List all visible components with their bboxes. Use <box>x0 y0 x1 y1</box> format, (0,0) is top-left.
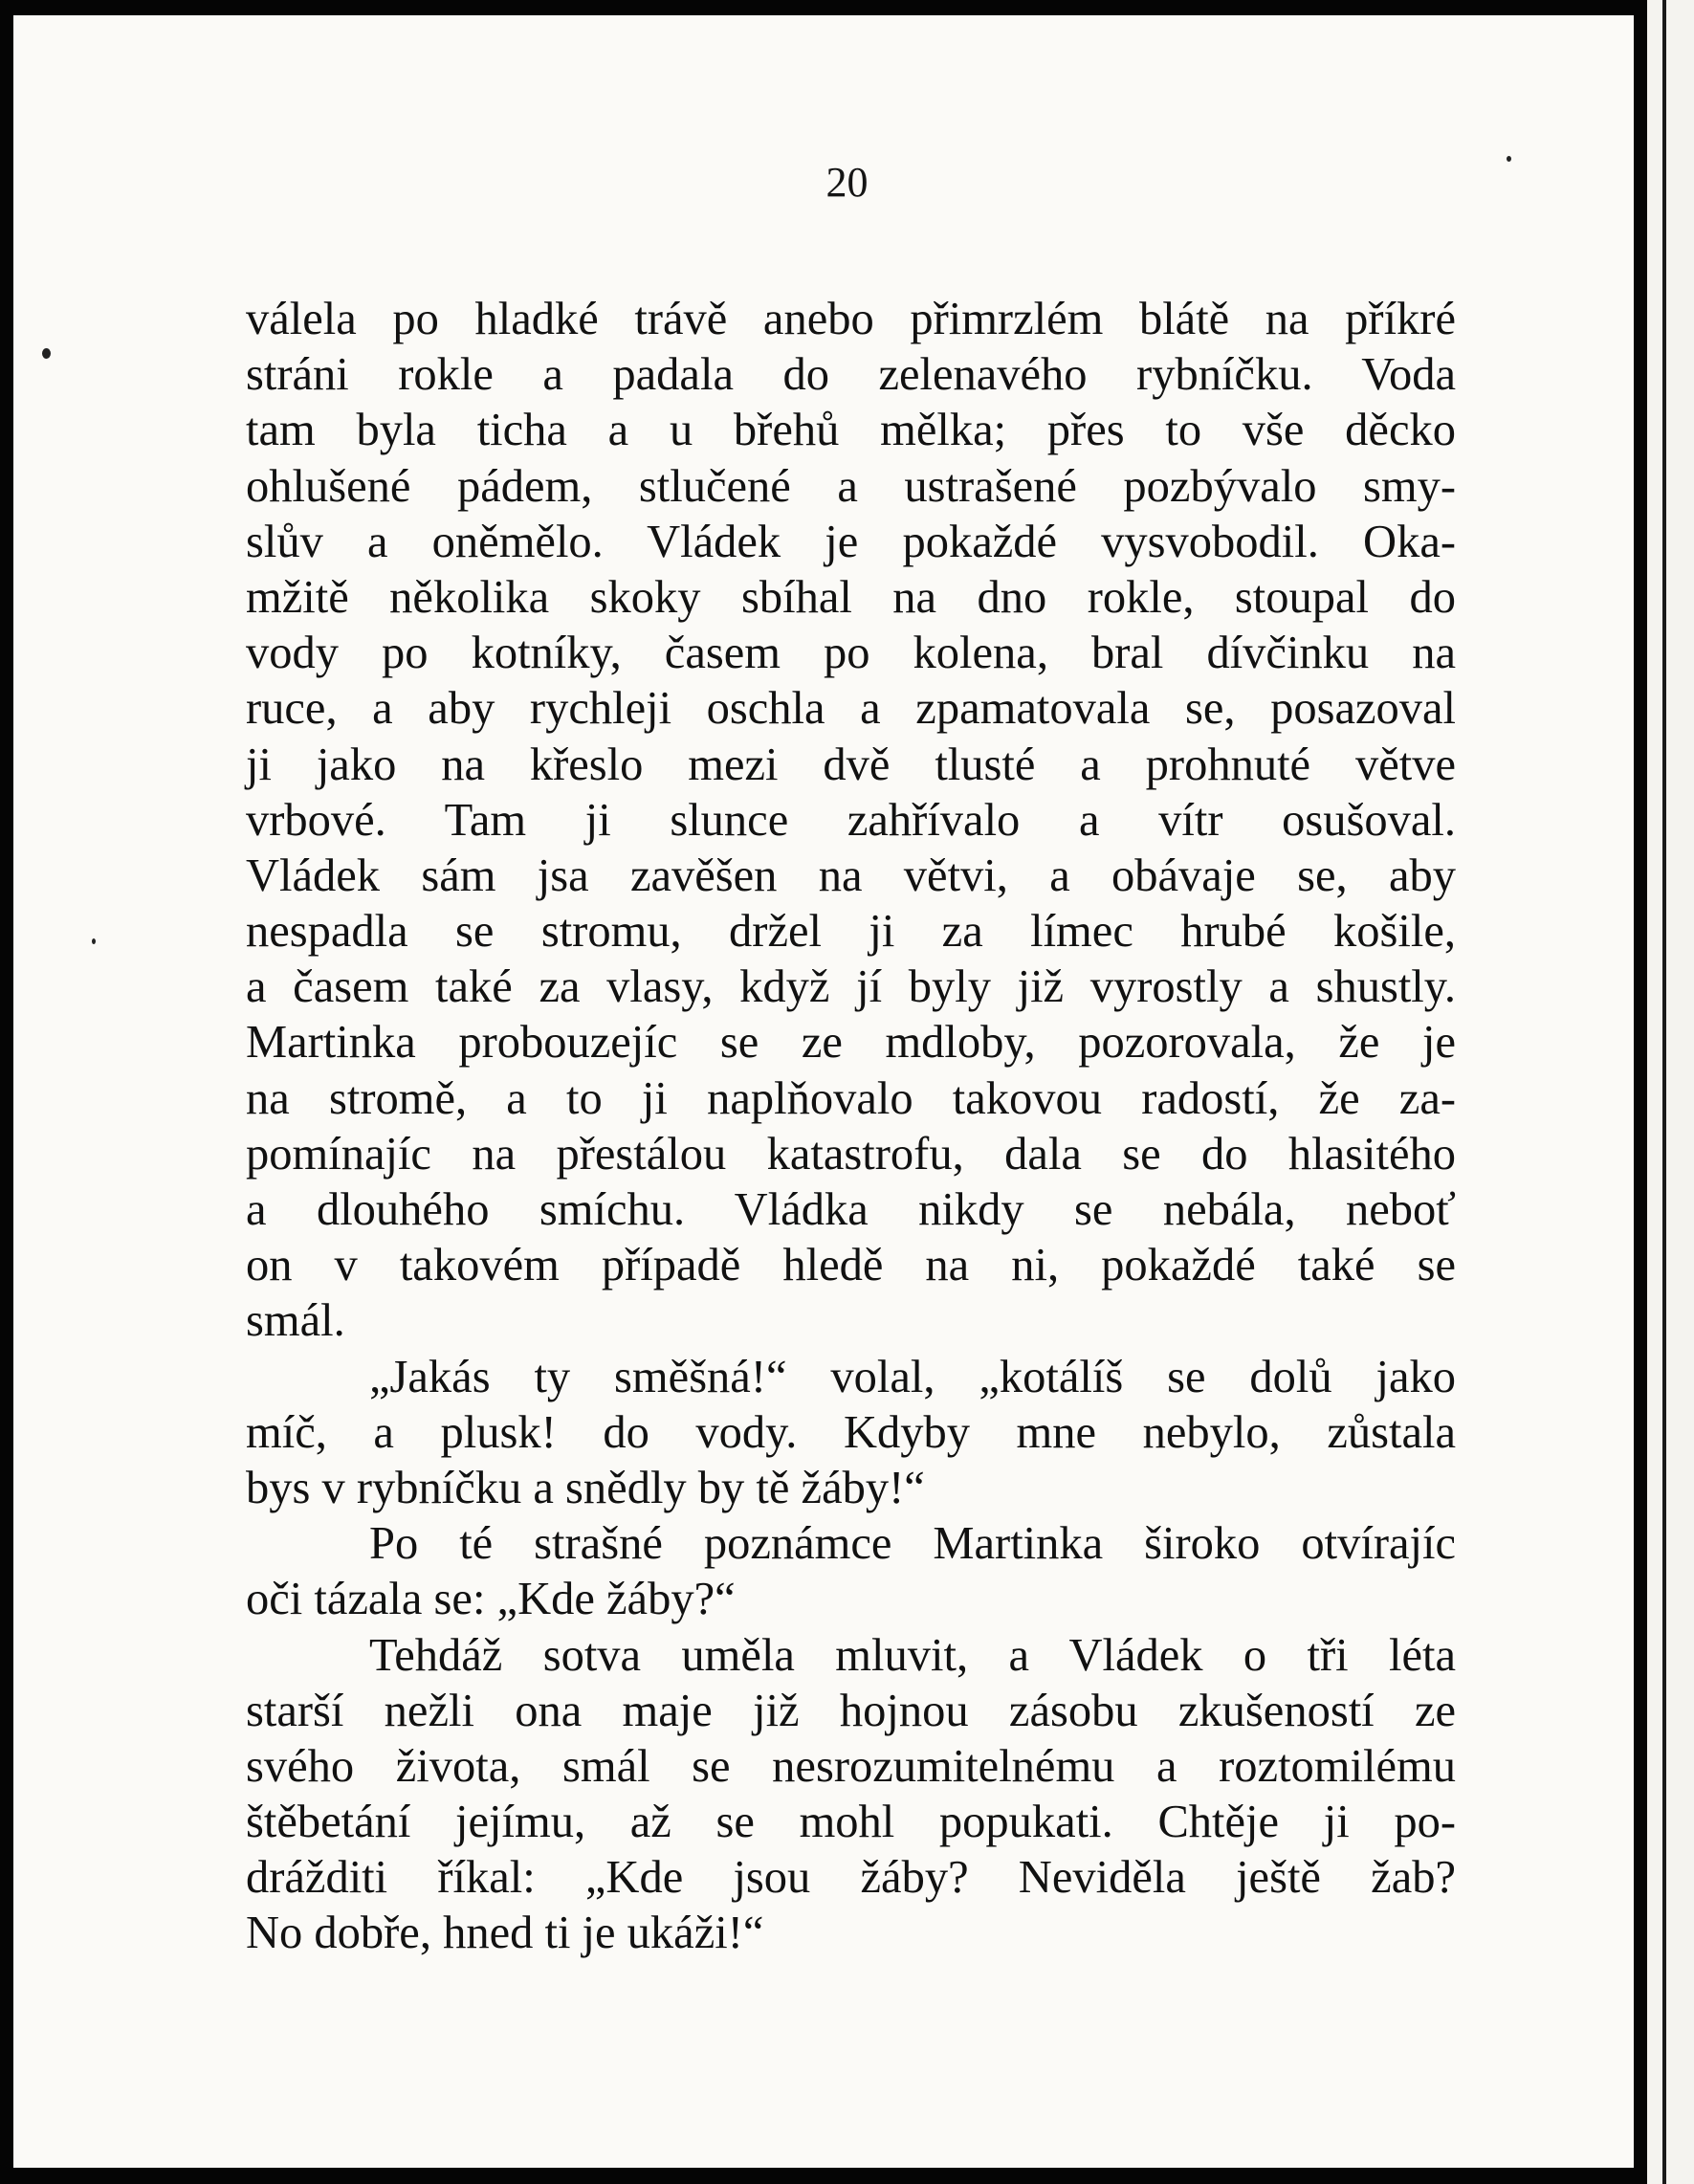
text-line: ohlušené pádem, stlučené a ustrašené pozbývalo smy- <box>246 460 1456 512</box>
text-line: a dlouhého smíchu. Vládka nikdy se nebála, neboť <box>246 1184 1456 1235</box>
text-line: vody po kotníky, časem po kolena, bral dívčinku na <box>246 628 1456 679</box>
body-text <box>246 292 1456 1962</box>
text-line: Po té strašné poznámce Martinka široko otvírajíc <box>369 1518 1456 1570</box>
paragraph-end-line: smál. <box>246 1295 345 1347</box>
text-line: štěbetání jejímu, až se mohl popukati. Chtěje ji po- <box>246 1797 1456 1848</box>
text-line: nespadla se stromu, držel ji za límec hrubé košile, <box>246 906 1456 958</box>
text-line: drážditi říkal: „Kde jsou žáby? Neviděla ještě žab? <box>246 1852 1456 1904</box>
ink-speck <box>92 938 96 944</box>
page-number: 20 <box>825 159 869 206</box>
text-line: tam byla ticha a u břehů mělka; přes to vše děcko <box>246 405 1456 456</box>
text-line: ji jako na křeslo mezi dvě tlusté a prohnuté větve <box>246 739 1456 790</box>
text-line: stráni rokle a padala do zelenavého rybníčku. Voda <box>246 349 1456 401</box>
page-gutter-line <box>1662 0 1666 2184</box>
text-line: a časem také za vlasy, když jí byly již vyrostly a shustly. <box>246 961 1456 1013</box>
text-line: válela po hladké trávě anebo přimrzlém blátě na příkré <box>246 294 1456 344</box>
ink-speck <box>42 348 51 359</box>
adjacent-page-edge <box>1647 0 1694 2184</box>
text-line: „Jakás ty směšná!“ volal, „kotálíš se dolů jako <box>369 1351 1456 1402</box>
text-line: vrbové. Tam ji slunce zahřívalo a vítr osušoval. <box>246 794 1456 846</box>
text-line: pomínajíc na přestálou katastrofu, dala se do hlasitého <box>246 1128 1456 1180</box>
text-line: slův a oněmělo. Vládek je pokaždé vysvobodil. Oka- <box>246 516 1456 567</box>
text-line: mžitě několika skoky sbíhal na dno rokle, stoupal do <box>246 571 1456 623</box>
text-line: on v takovém případě hledě na ni, pokaždé také se <box>246 1240 1456 1291</box>
paragraph-end-line: oči tázala se: „Kde žáby?“ <box>246 1574 736 1625</box>
text-line: na stromě, a to ji naplňovalo takovou radostí, že za- <box>246 1072 1456 1124</box>
text-line: svého života, smál se nesrozumitelnému a roztomilému <box>246 1740 1456 1792</box>
text-line: starší nežli ona maje již hojnou zásobu zkušeností ze <box>246 1685 1456 1736</box>
text-line: Tehdáž sotva uměla mluvit, a Vládek o tři léta <box>369 1629 1456 1681</box>
text-line: Martinka probouzejíc se ze mdloby, pozorovala, že je <box>246 1017 1456 1069</box>
text-line: Vládek sám jsa zavěšen na větvi, a obávaje se, aby <box>246 849 1456 901</box>
paragraph-end-line: bys v rybníčku a snědly by tě žáby!“ <box>246 1462 925 1513</box>
text-line: ruce, a aby rychleji oschla a zpamatovala se, posazoval <box>246 683 1456 735</box>
paragraph-end-line: No dobře, hned ti je ukáži!“ <box>246 1908 764 1959</box>
text-line: míč, a plusk! do vody. Kdyby mne nebylo, zůstala <box>246 1406 1456 1458</box>
